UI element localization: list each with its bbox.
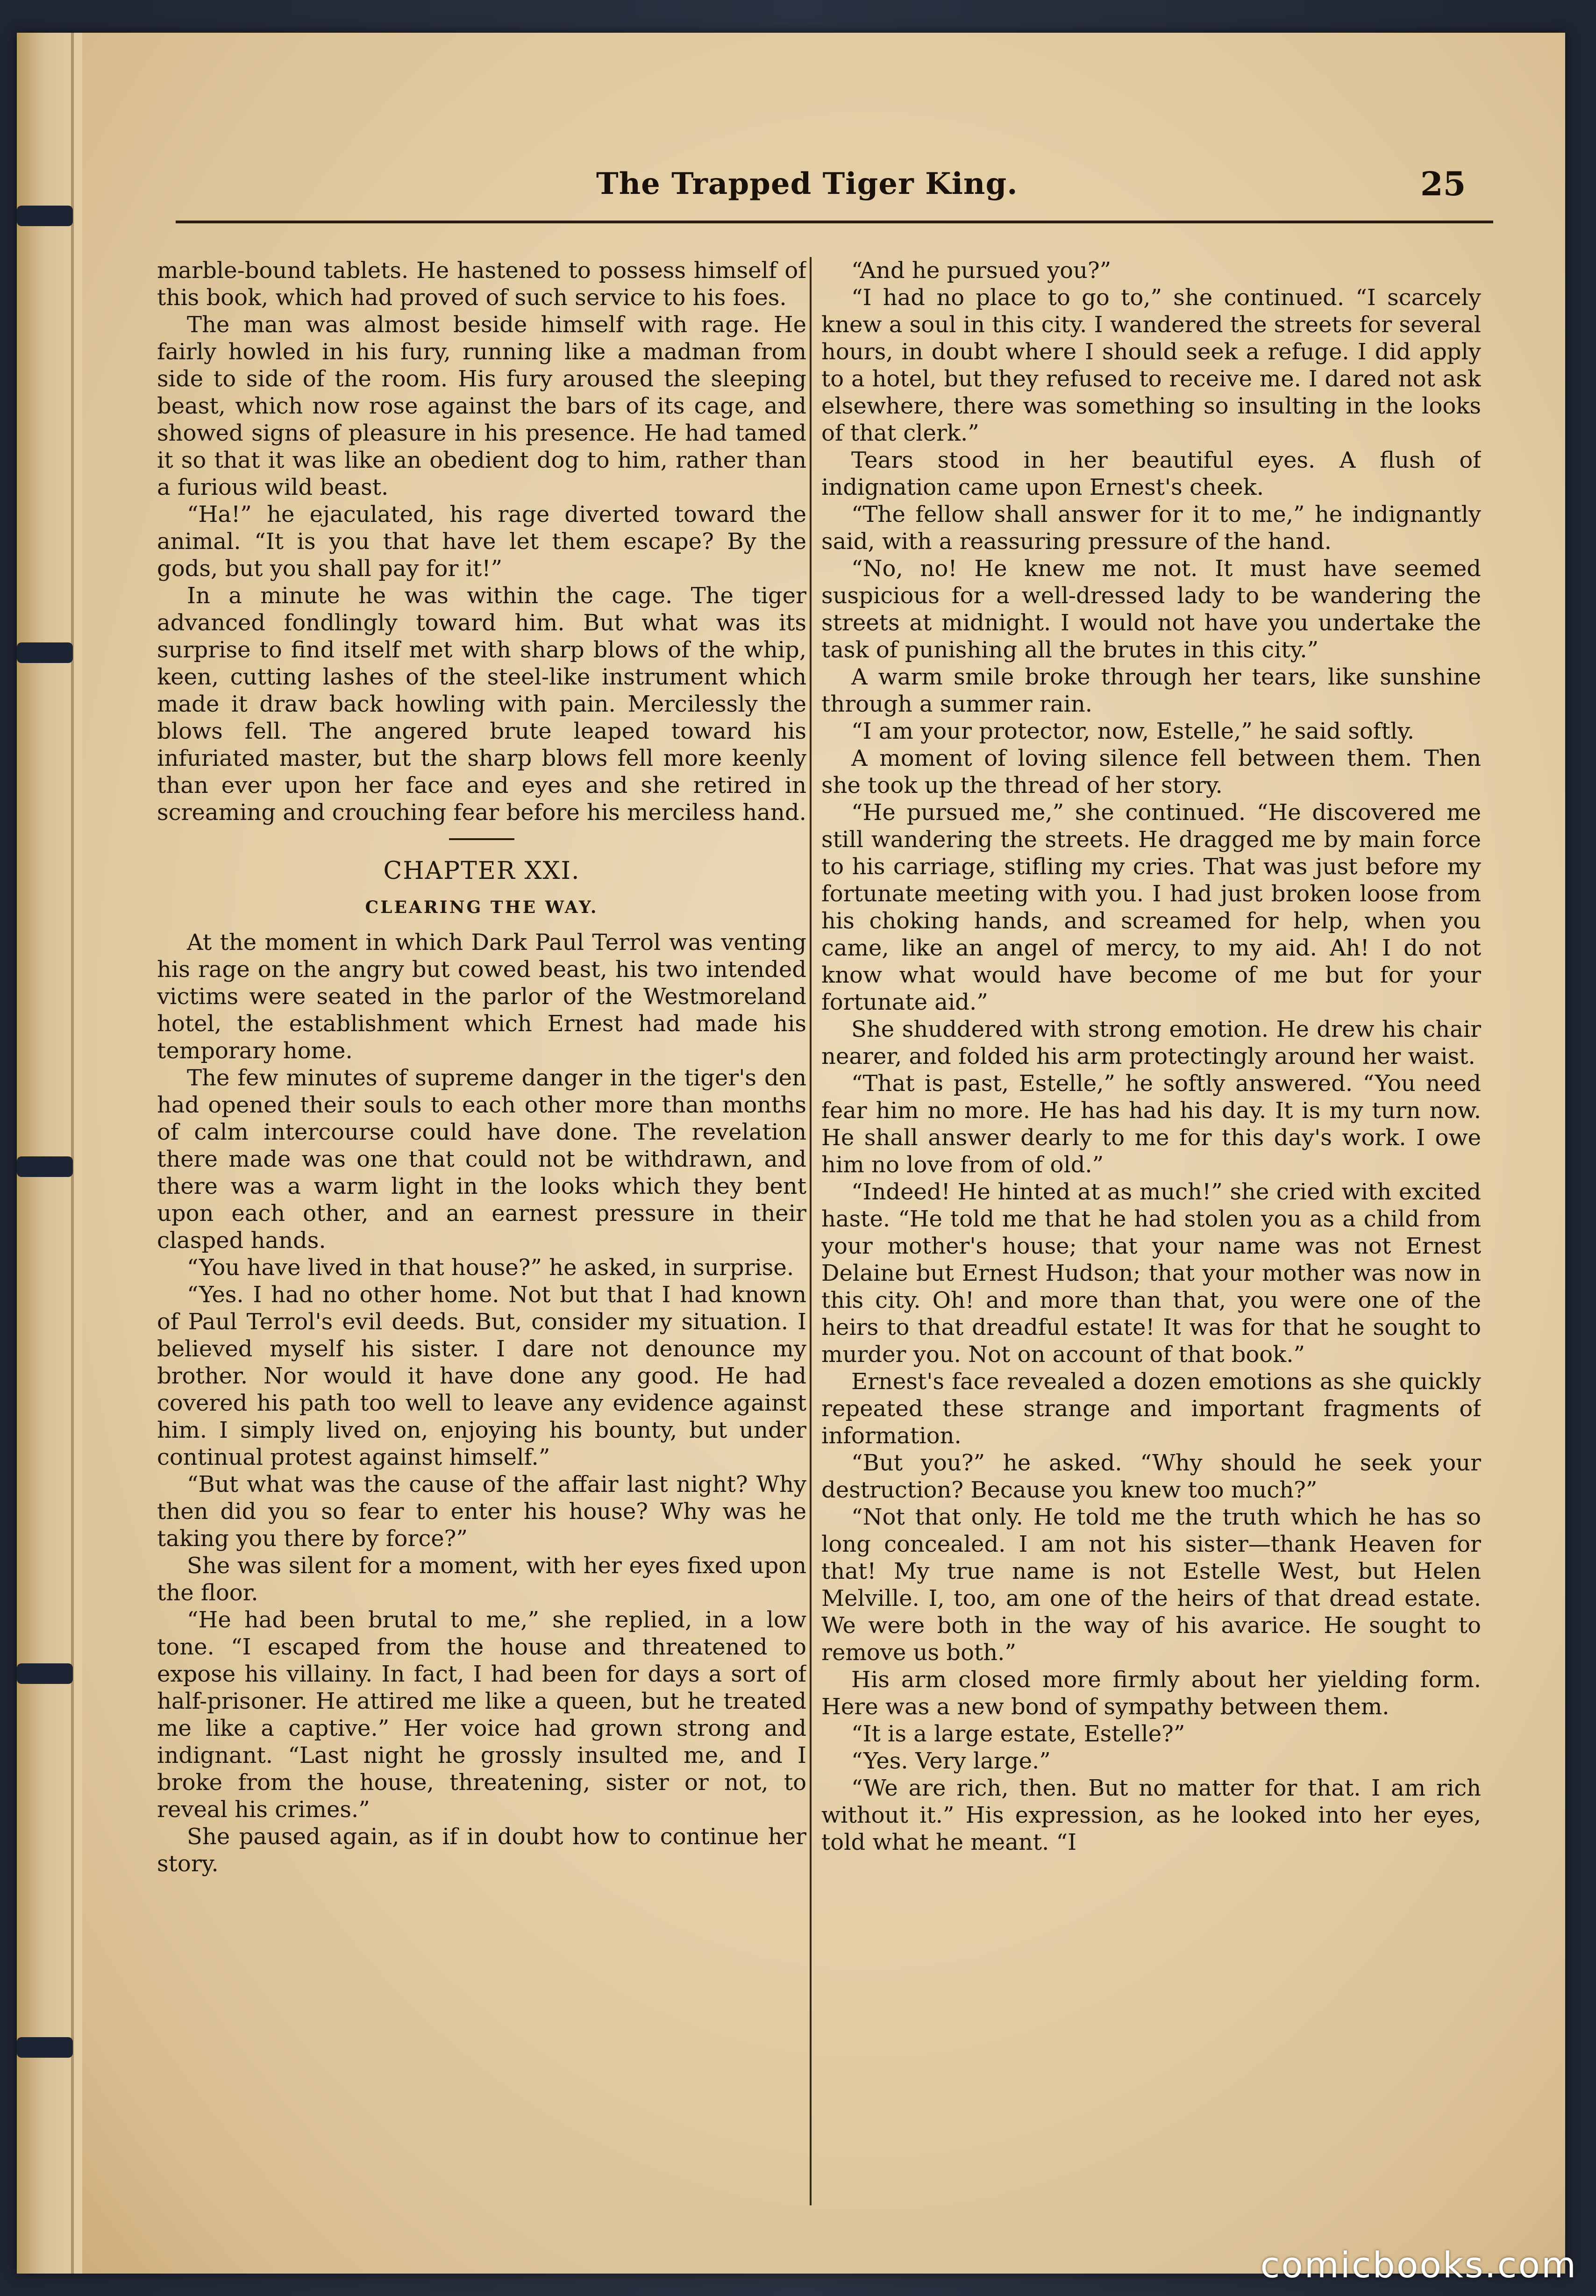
paragraph: “But what was the cause of the affair last night? Why then did you so fear to enter his house? Why was he taking you there by force?”: [157, 1471, 806, 1552]
paragraph: She was silent for a moment, with her eyes fixed upon the floor.: [157, 1553, 806, 1606]
paragraph: “But you?” he asked. “Why should he seek your destruction? Because you knew too much?”: [821, 1450, 1481, 1503]
paragraph: Ernest's face revealed a dozen emotions as she quickly repeated these strange and important fragments of information.: [821, 1369, 1481, 1449]
paragraph: marble-bound tablets. He hastened to possess himself of this book, which had proved of such service to his foes.: [157, 257, 806, 311]
paragraph: The man was almost beside himself with rage. He fairly howled in his fury, running like a madman from side to side of the room. His fury aroused the sleeping beast, which now rose against the bars of its cage, and showed signs of pleasure in his presence. He had tamed it so that it was like an obedient dog to him, rather than a furious wild beast.: [157, 312, 806, 500]
header-rule: [176, 221, 1493, 223]
paragraph: A moment of loving silence fell between them. Then she took up the thread of her story.: [821, 745, 1481, 799]
paragraph: “Yes. I had no other home. Not but that I had known of Paul Terrol's evil deeds. But, consider my situation. I believed myself his sister. I dare not denounce my brother. Nor would it have done any good. He had covered his path too well to leave any evidence against him. I simply lived on, enjoying his bounty, but under continual protest against himself.”: [157, 1282, 806, 1470]
binding-stitch-hole: [17, 642, 73, 663]
binding-stitch-hole: [17, 1663, 73, 1684]
paragraph: “I had no place to go to,” she continued. “I scarcely knew a soul in this city. I wandered the streets for several hours, in doubt where I should seek a refuge. I did apply to a hotel, but they refused to receive me. I dared not ask elsewhere, there was something so insulting in the looks of that clerk.”: [821, 285, 1481, 446]
paragraph: “Ha!” he ejaculated, his rage diverted toward the animal. “It is you that have let them escape? By the gods, but you shall pay for it!”: [157, 501, 806, 582]
right-column: [821, 257, 1481, 2219]
paragraph: “The fellow shall answer for it to me,” he indignantly said, with a reassuring pressure of the hand.: [821, 501, 1481, 555]
chapter-opening-paragraph: [157, 929, 806, 1064]
gutter-fold-line: [71, 33, 74, 2274]
paragraph: “He had been brutal to me,” she replied, in a low tone. “I escaped from the house and threatened to expose his villainy. In fact, I had been for days a sort of half-prisoner. He attired me like a queen, but he treated me like a captive.” Her voice had grown strong and indignant. “Last night he grossly insulted me, and I broke from the house, threatening, sister or not, to reveal his crimes.”: [157, 1607, 806, 1823]
opening-word: At: [187, 929, 212, 955]
page-number: 25: [1420, 164, 1466, 203]
paragraph-text: the moment in which Dark Paul Terrol was venting his rage on the angry but cowed beast, his two intended victims were seated in the parlor of the Westmoreland hotel, the establishment which Ernest had made his temporary home.: [157, 929, 806, 1064]
paragraph: A warm smile broke through her tears, like sunshine through a summer rain.: [821, 664, 1481, 717]
chapter-title: CHAPTER XXI.: [383, 857, 580, 885]
paragraph: “No, no! He knew me not. It must have seemed suspicious for a well-dressed lady to be wandering the streets at midnight. I would not have you undertake the task of punishing all the brutes in this city.”: [821, 556, 1481, 663]
paragraph: Tears stood in her beautiful eyes. A flush of indignation came upon Ernest's cheek.: [821, 447, 1481, 500]
book-page: [17, 33, 1565, 2274]
paragraph: “Yes. Very large.”: [851, 1748, 1051, 1774]
left-column: [157, 257, 806, 2219]
binding-stitch-hole: [17, 1156, 73, 1177]
chapter-break-rule: [449, 838, 514, 840]
site-watermark: comicbooks.com: [1260, 2244, 1577, 2286]
paragraph: “That is past, Estelle,” he softly answered. “You need fear him no more. He has had his day. It is my turn now. He shall answer dearly to me for this day's work. I owe him no love from of old.”: [821, 1070, 1481, 1178]
paragraph: “It is a large estate, Estelle?”: [851, 1721, 1185, 1747]
running-title: The Trapped Tiger King.: [596, 166, 1018, 201]
paragraph: “And he pursued you?”: [851, 257, 1112, 284]
paragraph: She paused again, as if in doubt how to continue her story.: [157, 1824, 806, 1877]
chapter-subtitle: CLEARING THE WAY.: [365, 898, 598, 917]
paragraph: “He pursued me,” she continued. “He discovered me still wandering the streets. He dragged me by main force to his carriage, stifling my cries. That was just before my fortunate meeting with you. I had just broken loose from his choking hands, and screamed for help, when you came, like an angel of mercy, to my aid. Ah! I do not know what would have become of me but for your fortunate aid.”: [821, 799, 1481, 1015]
page-header: [17, 33, 1565, 229]
paragraph: In a minute he was within the cage. The tiger advanced fondlingly toward him. But what was its surprise to find itself met with sharp blows of the whip, keen, cutting lashes of the steel-like instrument which made it draw back howling with pain. Mercilessly the blows fell. The angered brute leaped toward his infuriated master, but the sharp blows fell more keenly than ever upon her face and eyes and she retired in screaming and crouching fear before his merciless hand.: [157, 583, 806, 826]
paragraph: His arm closed more firmly about her yielding form. Here was a new bond of sympathy between them.: [821, 1667, 1481, 1720]
binding-stitch-hole: [17, 2037, 73, 2058]
paragraph: She shuddered with strong emotion. He drew his chair nearer, and folded his arm protectingly around her waist.: [821, 1016, 1481, 1070]
paragraph: The few minutes of supreme danger in the tiger's den had opened their souls to each other more than months of calm intercourse could have done. The revelation there made was one that could not be withdrawn, and there was a warm light in the looks which they bent upon each other, and an earnest pressure in their clasped hands.: [157, 1065, 806, 1254]
paragraph: “I am your protector, now, Estelle,” he said softly.: [851, 718, 1415, 744]
paragraph: “Not that only. He told me the truth which he has so long concealed. I am not his sister—thank Heaven for that! My true name is not Estelle West, but Helen Melville. I, too, am one of the heirs of that dread estate. We were both in the way of his avarice. He sought to remove us both.”: [821, 1504, 1481, 1666]
paragraph: “You have lived in that house?” he asked, in surprise.: [187, 1255, 794, 1281]
paragraph: “Indeed! He hinted at as much!” she cried with excited haste. “He told me that he had stolen you as a child from your mother's house; that your name was not Ernest Delaine but Ernest Hudson; that your mother was now in this city. Oh! and more than that, you were one of the heirs to that dreadful estate! It was for that he sought to murder you. Not on account of that book.”: [821, 1179, 1481, 1368]
paragraph: “We are rich, then. But no matter for that. I am rich without it.” His expression, as he looked into her eyes, told what he meant. “I: [821, 1775, 1481, 1855]
column-divider: [810, 257, 812, 2205]
